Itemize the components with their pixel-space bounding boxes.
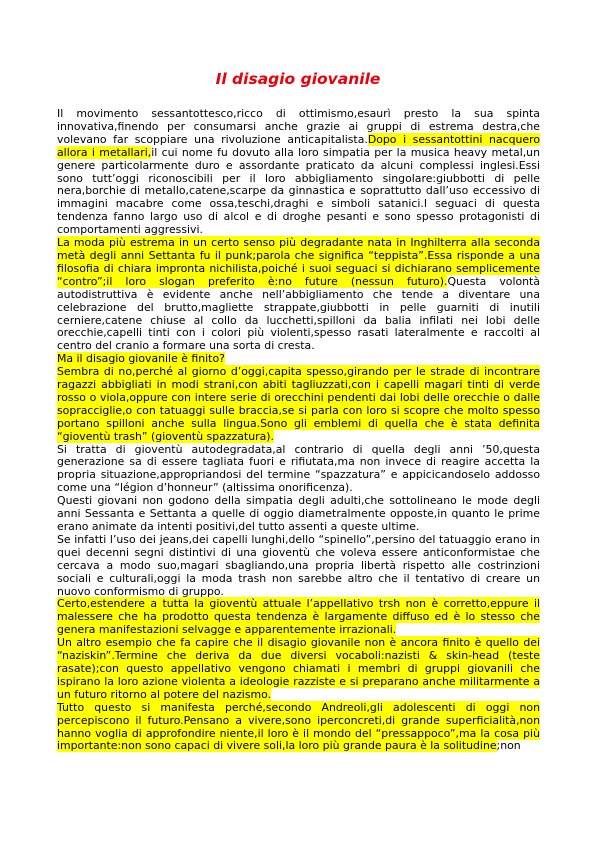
paragraph bbox=[57, 702, 540, 754]
paragraph-text: ;non bbox=[496, 739, 521, 753]
paragraph bbox=[57, 637, 540, 702]
paragraph bbox=[57, 237, 540, 353]
paragraph bbox=[57, 598, 540, 637]
paragraph-text: il cui nome fu dovuto alla loro simpatia per la musica heavy metal,un genere particolarmente duro e assordante praticato da alcuni complessi inglesi.Essi sono tutt’oggi riconoscibili per il loro abbigliamento singolare:giubbotti di pelle nera,borchie di metallo,catene,scarpe da ginnastica e soprattutto dall’uso eccessivo di immagini macabre come ossa,teschi,draghi e simboli satanici.I seguaci di questa tendenza fanno largo uso di alcol e di droghe pesanti e sono spesso protagonisti di comportamenti aggressivi. bbox=[57, 145, 540, 237]
paragraph bbox=[57, 366, 540, 443]
highlighted-text: Sembra di no,perché al giorno d’oggi,capita spesso,girando per le strade di incontrare ragazzi abbigliati in modi strani,con abiti tagliuzzati,con i capelli magari tinti di verde rosso o viola,oppure con intere serie di orecchini pendenti dai lobi delle orecchie o dalle sopracciglie,o con tatuaggi sulle braccia,se si parla con loro si scopre che molto spesso portano spilloni anche sulla lingua.Sono gli emblemi di quella che è stata definita “gioventù trash” (gioventù spazzatura). bbox=[57, 365, 540, 443]
paragraph bbox=[57, 495, 540, 534]
highlighted-text: Certo,estendere a tutta la gioventù attuale l’appellativo trsh non è corretto,eppure il malessere che ha prodotto questa tendenza è largamente diffuso ed è lo stesso che genera manifestazioni selvagge e apparentemente irrazionali. bbox=[57, 597, 540, 637]
paragraph-text: Questi giovani non godono della simpatia degli adulti,che sottolineano le mode degli anni Sessanta e Settanta a quelle di oggio diametralmente opposte,in quanto le prime erano animate da intenti positivi,del tutto assenti a queste ultime. bbox=[57, 494, 540, 533]
paragraph-text: Si tratta di gioventù autodegradata,al contrario di quella degli anni ’50,questa generazione sa di essere tagliata fuori e rifiutata,ma non invece di reagire accetta la propria situazione,appropriandosi del termine “spazzatura” e appicicandoselo addosso come una “légion d’honneur” (altissima onorificenza). bbox=[57, 442, 540, 495]
paragraph-text: Questa volontà autodistruttiva è evidente anche nell’abbigliamento che tende a diventare una celebrazione del brutto,magliette strappate,giubbotti in pelle guarniti di inutili cerniere,catene chiuse al collo da lucchetti,spilloni da balia infilati nei lobi delle orecchie,capelli tinti con i colori più violenti,spesso rasati lateralmente e raccolti al centro del cranio a formare una sorta di cresta. bbox=[57, 274, 540, 353]
document-body bbox=[57, 108, 540, 753]
highlighted-text: Dopo i sessantottini nacquero allora i metallari, bbox=[57, 132, 540, 159]
highlighted-text: Tutto questo si manifesta perché,secondo Andreoli,gli adolescenti di oggi non percepiscono il futuro.Pensano a vivere,sono iperconcreti,di grande superficialità,non hanno voglia di approfondire niente,il loro è il mondo del “pressappoco”,ma la cosa più importante:non sono capaci di vivere soli,la loro più grande paura è la solitudine bbox=[57, 700, 540, 753]
highlighted-text: Ma il disagio giovanile è finito? bbox=[57, 352, 225, 366]
paragraph bbox=[57, 108, 540, 237]
paragraph bbox=[57, 444, 540, 496]
paragraph-text: Il movimento sessantottesco,ricco di ottimismo,esaurì presto la sua spinta innovativa,finendo per consumarsi anche grazie ai gruppi di estrema destra,che volevano far scoppiare una rivoluzione anticapitalista. bbox=[57, 107, 540, 146]
paragraph bbox=[57, 534, 540, 599]
highlighted-text: Un altro esempio che fa capire che il disagio giovanile non è ancora finito è quello dei “naziskin”.Termine che deriva da due diversi vocaboli:nazisti & skin-head (teste rasate);con questo appellativo vengono chiamati i membri di gruppi giovanili che ispirano la loro azione violenta a ideologie razziste e si preparano anche militarmente a un futuro ritorno al potere del nazismo. bbox=[57, 636, 540, 701]
paragraph-text: Se infatti l’uso dei jeans,dei capelli lunghi,dello “spinello”,persino del tatuaggio erano in quei decenni segni distintivi di una gioventù che voleva essere anticonformistae che cercava a modo suo,magari sbagliando,una propria libertà rispetto alle costrinzioni sociali e culturali,oggi la moda trash non sarebbe altro che il tentativo di creare un nuovo conformismo di gruppo. bbox=[57, 532, 540, 598]
page-title: Il disagio giovanile bbox=[215, 70, 381, 88]
highlighted-text: La moda più estrema in un certo senso più degradante nata in Inghilterra alla seconda metà degli anni Settanta fu il punk;parola che significa “teppista”.Essa risponde a una filosofia di chiara impronta nichilista,poiché i suoi seguaci si dichiarano semplicemente “contro”;il loro slogan preferito è:no future (nessun futuro). bbox=[57, 236, 540, 288]
